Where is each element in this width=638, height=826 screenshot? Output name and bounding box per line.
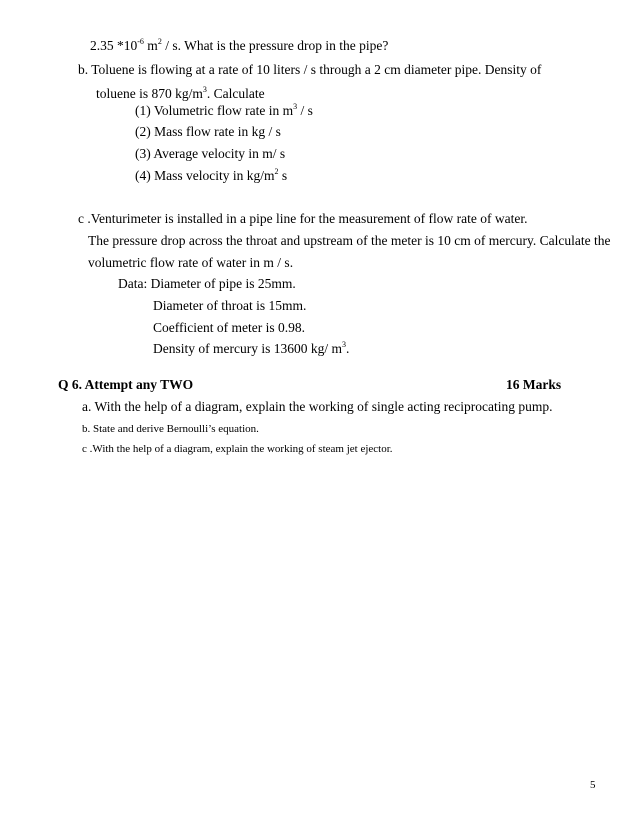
- partB-item1: (1) Volumetric flow rate in $m^3$ / s: [135, 102, 313, 118]
- partA-continuation: 2.35 $*10^{-6}$ $m^2$ / s. What is the pressure drop in the pipe?: [90, 37, 389, 53]
- page-number: 5: [590, 779, 596, 791]
- q6-part-a: a. With the help of a diagram, explain the working of single acting reciprocating pump.: [82, 399, 553, 414]
- q6-heading: Q 6. Attempt any TWO: [58, 377, 194, 392]
- partC-data1: Data: Diameter of pipe is 25mm.: [118, 276, 296, 291]
- partC-data3: Coefficient of meter is 0.98.: [153, 320, 305, 335]
- partB-item2: (2) Mass flow rate in kg / s: [135, 124, 281, 139]
- partB-item4: (4) Mass velocity in $kg/m^2$ s: [135, 167, 288, 183]
- partB-line2: toluene is 870 $kg/m^3$. Calculate: [96, 85, 265, 101]
- partC-line3: volumetric flow rate of water in m / s.: [88, 255, 294, 270]
- q6-marks: 16 Marks: [506, 377, 562, 392]
- partC-data2: Diameter of throat is 15mm.: [153, 298, 307, 313]
- partB-line1: b. Toluene is flowing at a rate of 10 liters / s through a 2 cm diameter pipe. Density of: [78, 62, 542, 77]
- partC-line1: c .Venturimeter is installed in a pipe line for the measurement of flow rate of water.: [78, 211, 528, 226]
- partC-line2: The pressure drop across the throat and upstream of the meter is 10 cm of mercury. Calculate the: [88, 233, 611, 248]
- q6-part-c: c .With the help of a diagram, explain the working of steam jet ejector.: [82, 443, 393, 455]
- partC-data4: Density of mercury is 13600 kg/ $m^3$.: [153, 340, 350, 356]
- partB-item3: (3) Average velocity in m/ s: [135, 146, 286, 161]
- q6-part-b: b. State and derive Bernoulli’s equation.: [82, 423, 259, 435]
